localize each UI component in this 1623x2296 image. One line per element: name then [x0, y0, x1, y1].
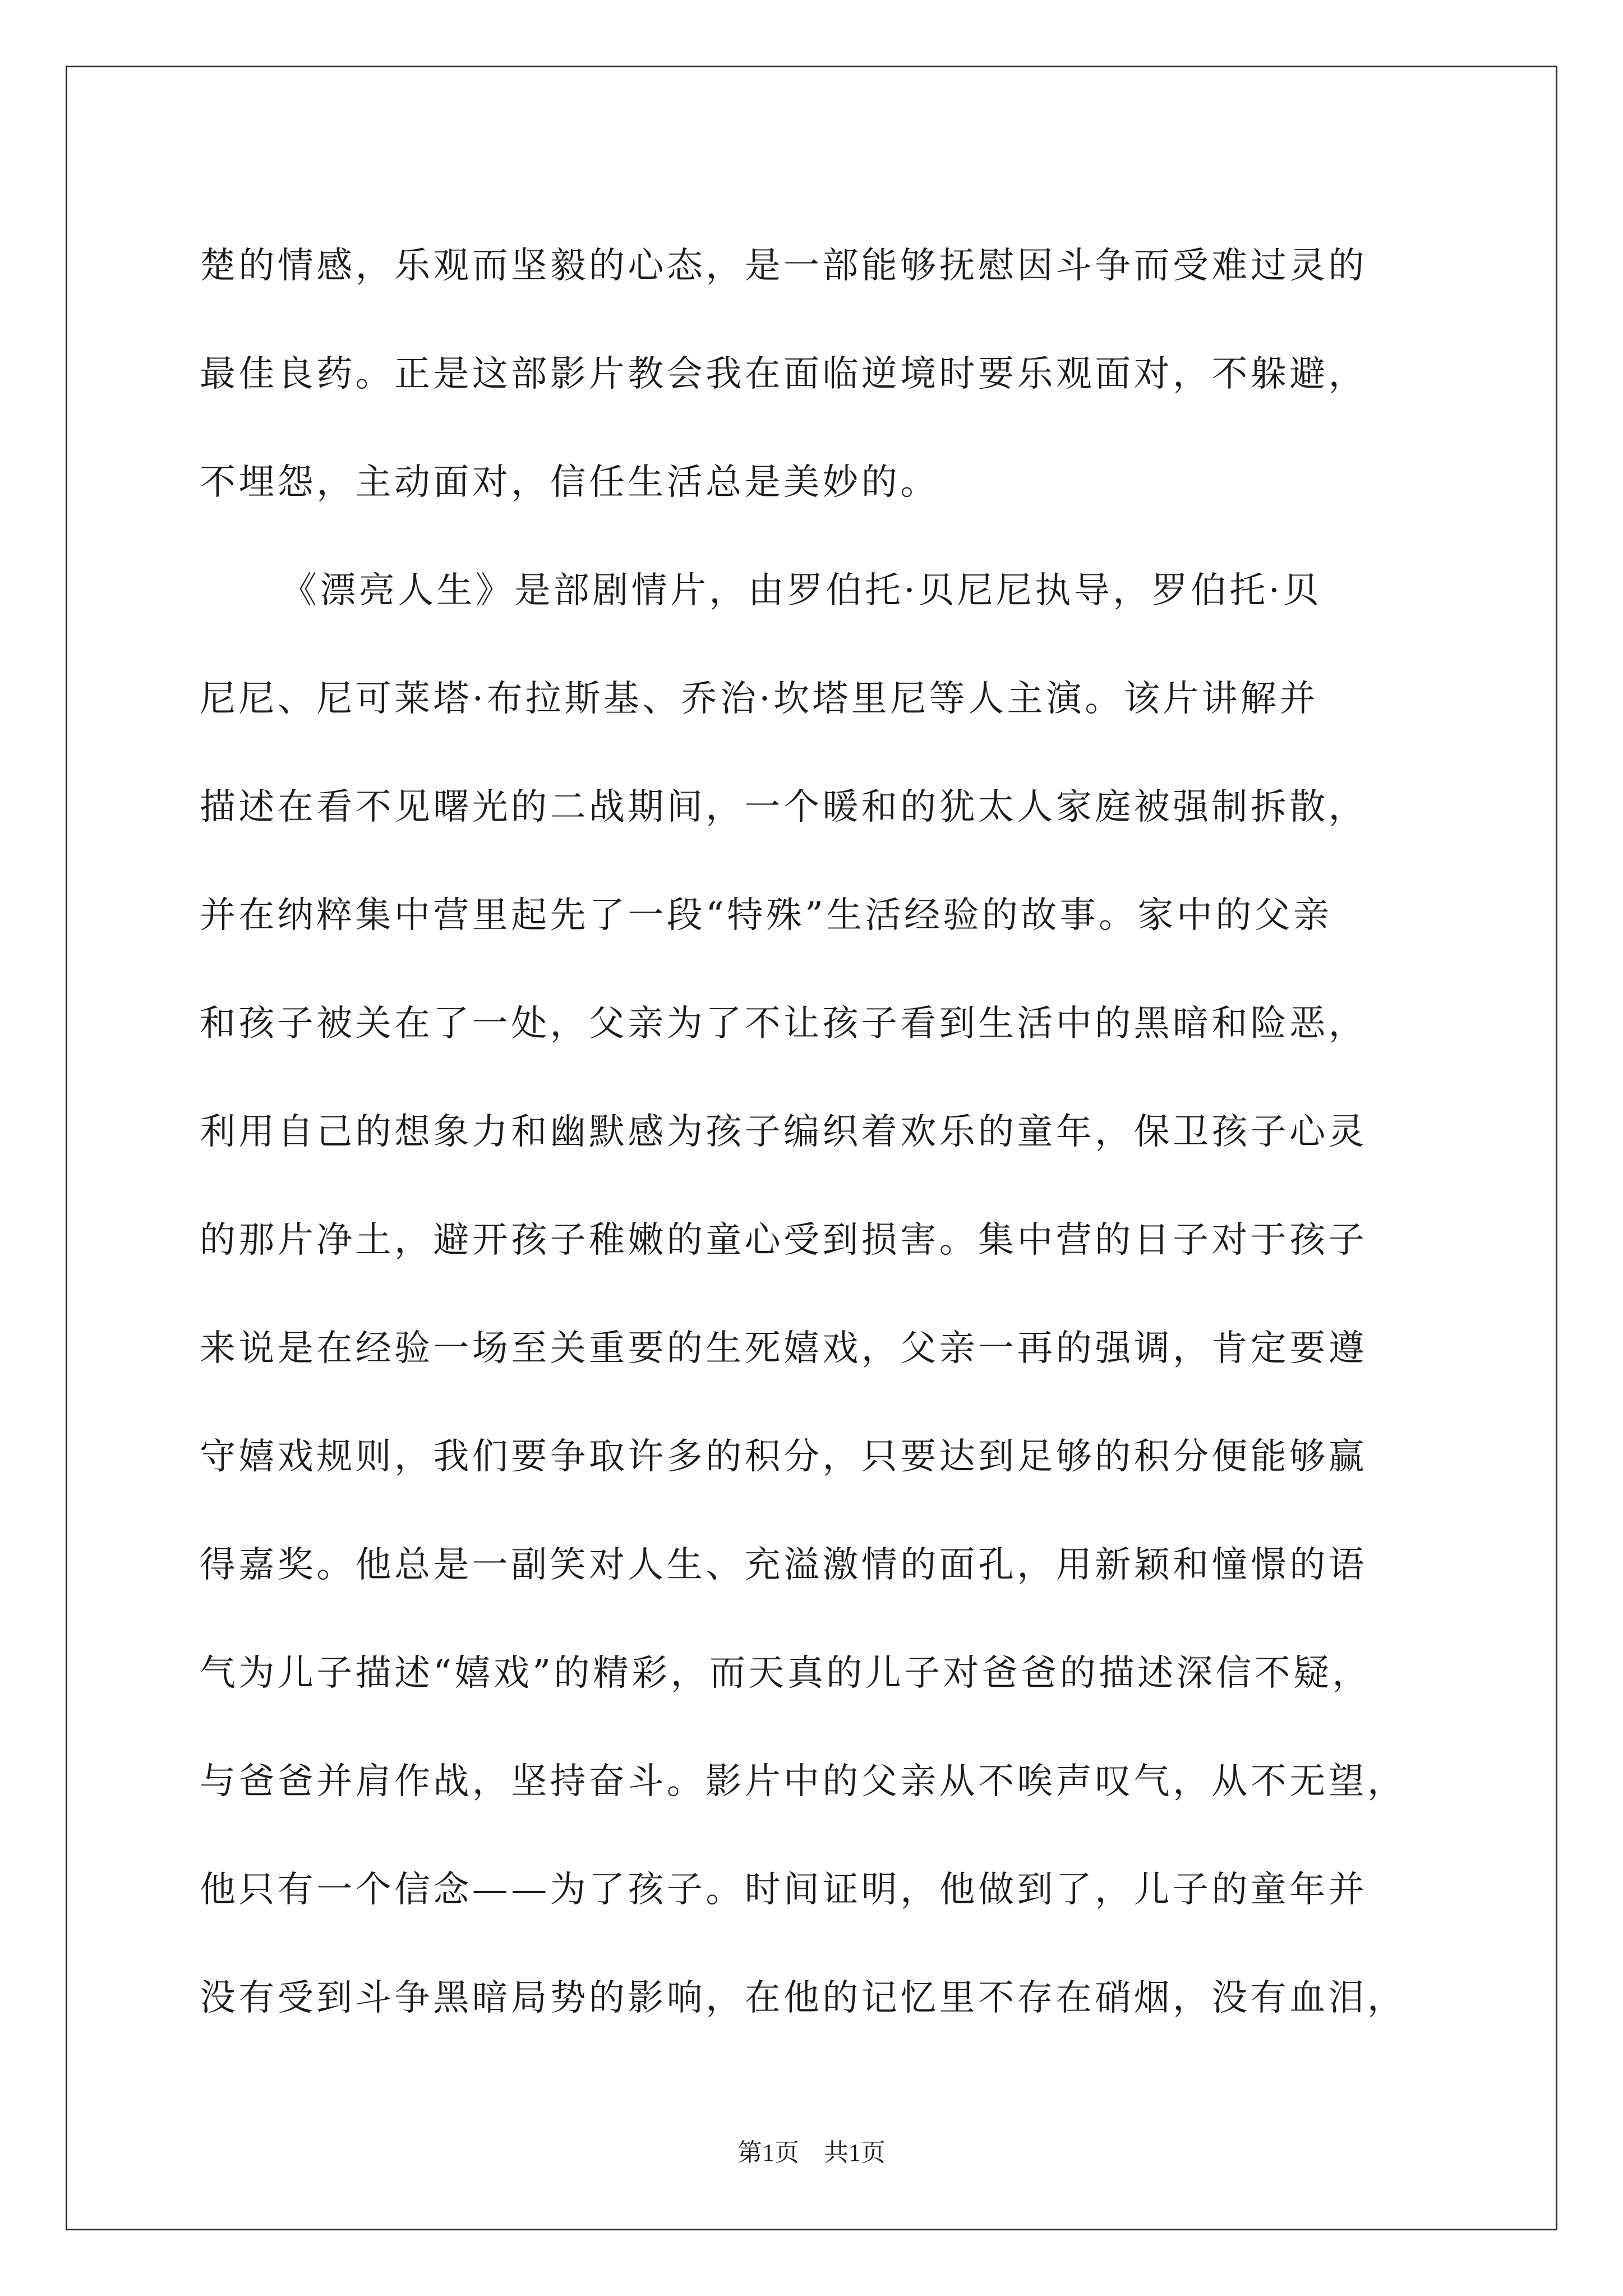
- text-line: 来说是在经验一场至关重要的生死嬉戏，父亲一再的强调，肯定要遵: [200, 1328, 1367, 1369]
- text-line: 守嬉戏规则，我们要争取许多的积分，只要达到足够的积分便能够赢: [200, 1436, 1367, 1478]
- text-line: 得嘉奖。他总是一副笑对人生、充溢激情的面孔，用新颖和憧憬的语: [200, 1544, 1367, 1586]
- text-line: 楚的情感，乐观而坚毅的心态，是一部能够抚慰因斗争而受难过灵的: [200, 245, 1367, 287]
- text-line: 最佳良药。正是这部影片教会我在面临逆境时要乐观面对，不躲避，: [200, 353, 1367, 395]
- text-line: 和孩子被关在了一处，父亲为了不让孩子看到生活中的黑暗和险恶，: [200, 1003, 1367, 1045]
- text-line: 不埋怨，主动面对，信任生活总是美妙的。: [200, 462, 939, 503]
- text-line: 并在纳粹集中营里起先了一段“特殊”生活经验的故事。家中的父亲: [200, 895, 1332, 936]
- text-line: 没有受到斗争黑暗局势的影响，在他的记忆里不存在硝烟，没有血泪，: [200, 1977, 1407, 2019]
- text-line: 尼尼、尼可莱塔·布拉斯基、乔治·坎塔里尼等人主演。该片讲解并: [200, 678, 1318, 720]
- text-line: 与爸爸并肩作战，坚持奋斗。影片中的父亲从不唉声叹气，从不无望，: [200, 1761, 1407, 1802]
- text-line: 气为儿子描述“嬉戏”的精彩，而天真的儿子对爸爸的描述深信不疑，: [200, 1653, 1371, 1694]
- text-line: 描述在看不见曙光的二战期间，一个暖和的犹太人家庭被强制拆散，: [200, 786, 1367, 828]
- text-line: 利用自己的想象力和幽默感为孩子编织着欢乐的童年，保卫孩子心灵: [200, 1111, 1367, 1153]
- paragraph-first-line: 《漂亮人生》是部剧情片，由罗伯托·贝尼尼执导，罗伯托·贝: [281, 570, 1322, 611]
- text-line: 的那片净土，避开孩子稚嫩的童心受到损害。集中营的日子对于孩子: [200, 1220, 1367, 1261]
- page-footer: [0, 2136, 1623, 2170]
- document-body: [200, 212, 1433, 2053]
- page-number: 第1页: [737, 2139, 799, 2166]
- page-count: 共1页: [824, 2139, 886, 2166]
- text-line: 他只有一个信念——为了孩子。时间证明，他做到了，儿子的童年并: [200, 1869, 1367, 1911]
